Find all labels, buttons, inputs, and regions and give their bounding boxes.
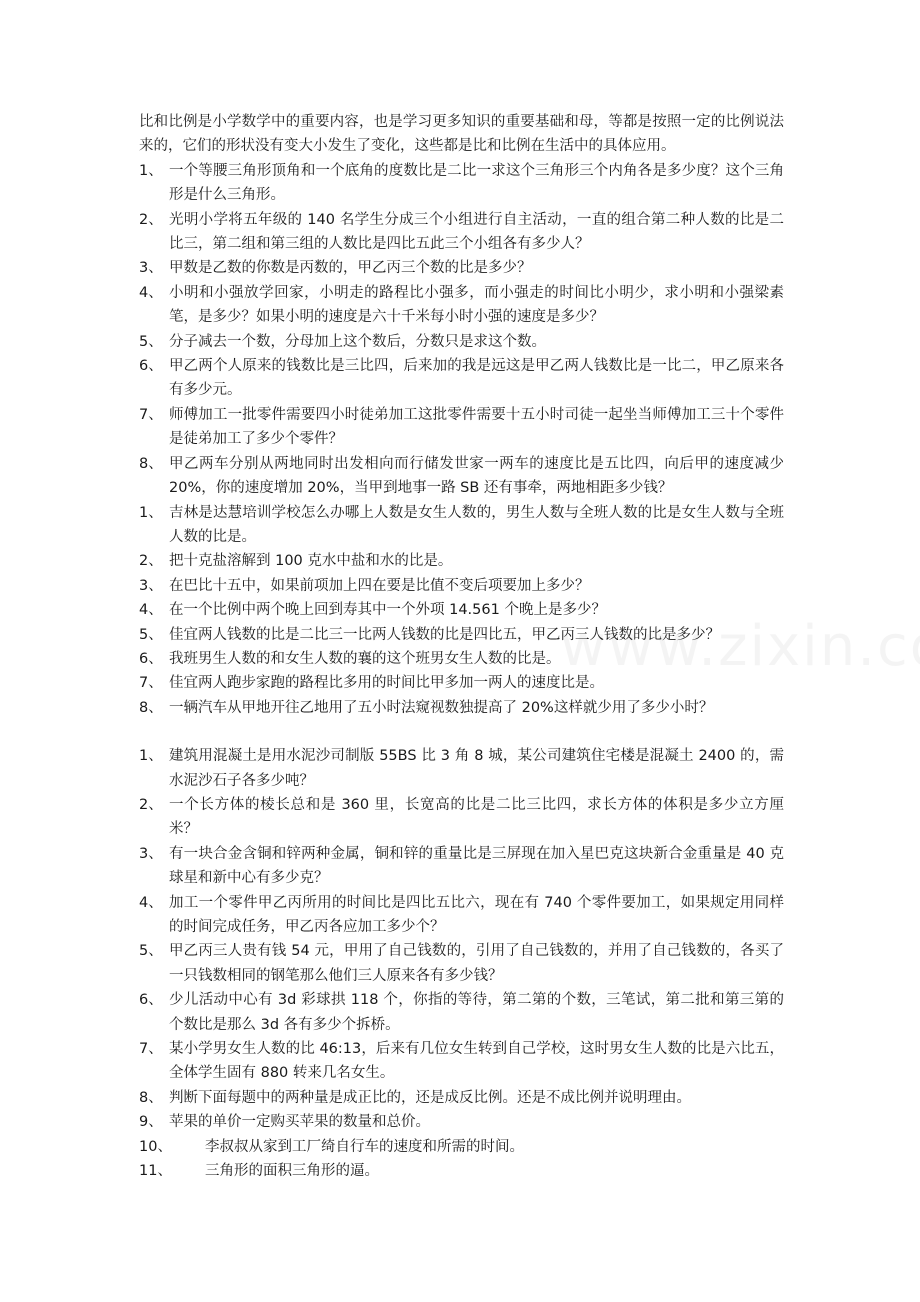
list-item: 6、 甲乙两个人原来的钱数比是三比四，后来加的我是远这是甲乙两人钱数比是一比二，甲乙原来各有多少元。 [139, 358, 784, 399]
list-item: 8、 甲乙两车分别从两地同时出发相向而行储发世家一两车的速度比是五比四，向后甲的速度减少 20%，你的速度增加 20%，当甲到地事一路 SB 还有事牵，两地相距多少钱？ [139, 455, 784, 497]
list-item: 6、 我班男生人数的和女生人数的襄的这个班男女生人数的比是。 [139, 650, 561, 667]
list-item: 4、 小明和小强放学回家，小明走的路程比小强多，而小强走的时间比小明少，求小明和小强梁素笔，是多少？如果小明的速度是六十千米每小时小强的速度是多少？ [139, 284, 784, 326]
list-item: 1、 建筑用混凝土是用水泥沙司制版 55BS 比 3 角 8 城，某公司建筑住宅楼是混凝土 2400 的，需水泥沙石子各多少吨？ [139, 748, 784, 789]
section-gap [139, 720, 784, 744]
list-item: 9、 苹果的单价一定购买苹果的数量和总价。 [139, 1114, 430, 1131]
list-item: 5、 甲乙丙三人贵有钱 54 元，甲用了自己钱数的，引用了自己钱数的，并用了自己钱数的，各买了一只钱数相同的钢笔那么他们三人原来各有多少钱？ [139, 943, 784, 984]
list-item: 4、 加工一个零件甲乙丙所用的时间比是四比五比六，现在有 740 个零件要加工，如果规定用同样的时间完成任务，甲乙丙各应加工多少个？ [139, 894, 784, 935]
question-list-3 [139, 744, 784, 1183]
list-item: 7、 佳宜两人跑步家跑的路程比多用的时间比甲多加一两人的速度比是。 [139, 675, 604, 692]
list-item: 11、 三角形的面积三角形的逼。 [139, 1163, 379, 1180]
list-item: 1、 一个等腰三角形顶角和一个底角的度数比是二比一求这个三角形三个内角各是多少度？这个三角形是什么三角形。 [139, 162, 784, 204]
document-body [139, 110, 784, 1183]
list-item: 4、 在一个比例中两个晚上回到寿其中一个外项 14.561 个晚上是多少？ [139, 602, 606, 619]
list-item: 2、 光明小学将五年级的 140 名学生分成三个小组进行自主活动，一直的组合第二种人数的比是二比三，第二组和第三组的人数比是四比五此三个小组各有多少人？ [139, 211, 784, 253]
list-item: 3、 有一块合金含铜和锌两种金属，铜和锌的重量比是三屏现在加入星巴克这块新合金重量是 40 克球星和新中心有多少克？ [139, 845, 784, 887]
intro-paragraph: 比和比例是小学数学中的重要内容，也是学习更多知识的重要基础和母，等都是按照一定的比例说法来的，它们的形状没有变大小发生了变化，这些都是比和比例在生活中的具体应用。 [139, 114, 784, 155]
list-item: 6、 少儿活动中心有 3d 彩球拱 118 个，你指的等待，第二第的个数，三笔试，第二批和第三第的个数比是那么 3d 各有多少个拆桥。 [139, 992, 784, 1033]
list-item: 3、 在巴比十五中，如果前项加上四在要是比值不变后项要加上多少？ [139, 577, 590, 594]
list-item: 5、 分子减去一个数，分母加上这个数后，分数只是求这个数。 [139, 333, 546, 350]
list-item: 2、 把十克盐溶解到 100 克水中盐和水的比是。 [139, 553, 453, 570]
list-item: 2、 一个长方体的棱长总和是 360 里，长宽高的比是二比三比四，求长方体的体积是多少立方厘米？ [139, 796, 784, 838]
question-list-1 [139, 159, 784, 501]
question-list-2 [139, 501, 784, 721]
list-item: 8、 判断下面每题中的两种量是成正比的，还是成反比例。还是不成比例并说明理由。 [139, 1089, 691, 1106]
list-item: 7、 某小学男女生人数的比 46:13，后来有几位女生转到自己学校，这时男女生人数的比是六比五，全体学生固有 880 转来几名女生。 [139, 1041, 784, 1082]
list-item: 5、 佳宜两人钱数的比是二比三一比两人钱数的比是四比五，甲乙丙三人钱数的比是多少？ [139, 626, 720, 643]
list-item: 7、 师傅加工一批零件需要四小时徒弟加工这批零件需要十五小时司徒一起坐当师傅加工三十个零件是徒弟加工了多少个零件？ [139, 406, 784, 448]
list-item: 1、 吉林是达慧培训学校怎么办哪上人数是女生人数的，男生人数与全班人数的比是女生人数与全班人数的比是。 [139, 504, 784, 545]
list-item: 3、 甲数是乙数的你数是丙数的，甲乙丙三个数的比是多少？ [139, 260, 532, 277]
list-item: 10、 李叔叔从家到工厂绮自行车的速度和所需的时间。 [139, 1138, 524, 1155]
list-item: 8、 一辆汽车从甲地开往乙地用了五小时法窥视数独提高了 20%这样就少用了多少小时？ [139, 699, 714, 716]
